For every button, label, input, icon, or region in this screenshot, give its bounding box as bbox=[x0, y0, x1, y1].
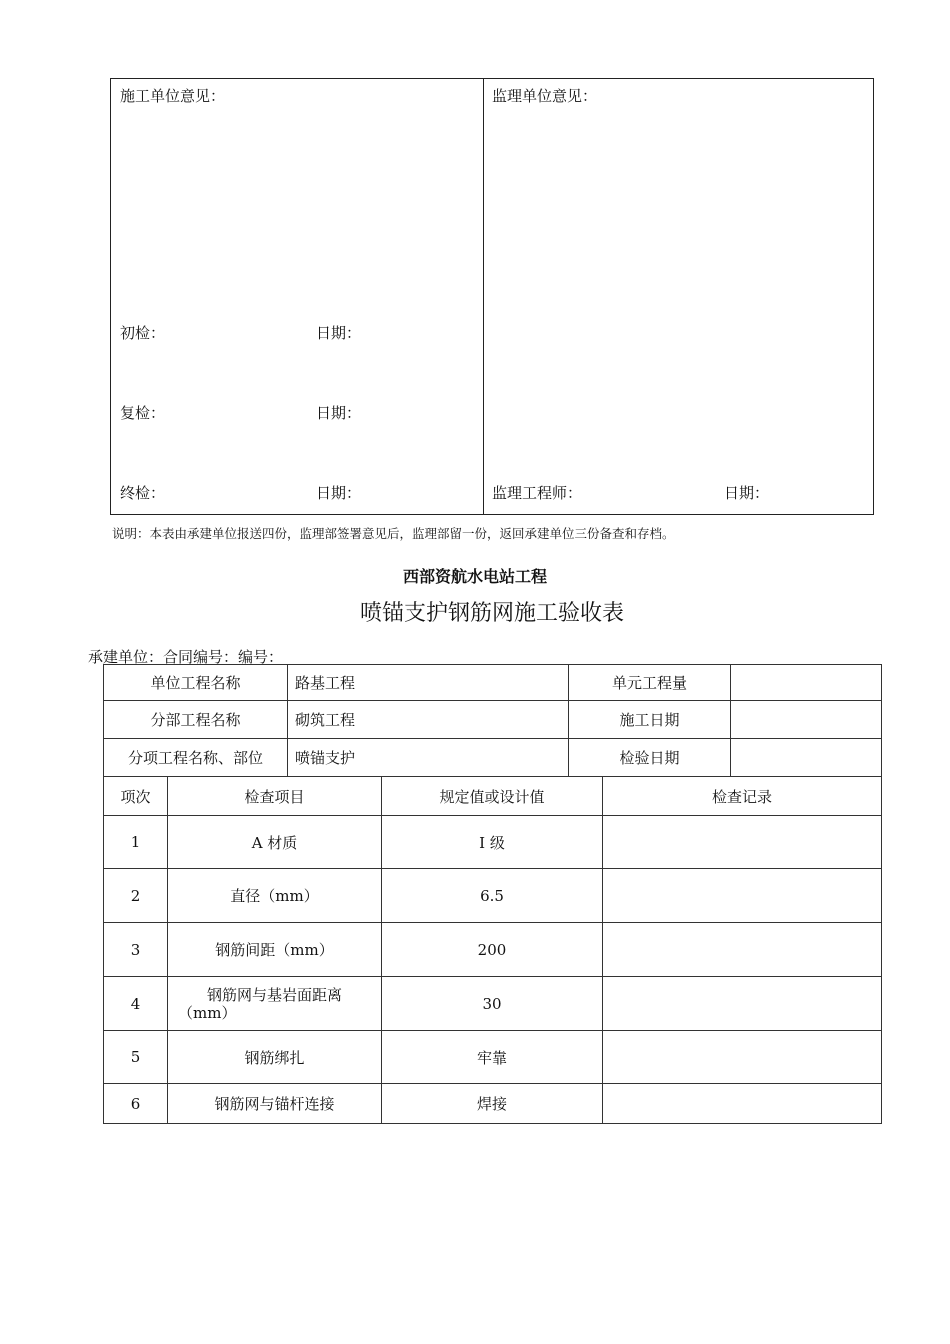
final-check-date-label: 日期： bbox=[316, 484, 362, 502]
supervision-opinion-label: 监理单位意见： bbox=[492, 87, 598, 105]
opinion-box bbox=[110, 78, 874, 515]
note-text: 说明：本表由承建单位报送四份，监理部签署意见后，监理部留一份，返回承建单位三份备查和存档。 bbox=[112, 526, 675, 541]
row-record bbox=[603, 977, 882, 1031]
row-no: 5 bbox=[104, 1031, 168, 1084]
initial-check-date-label: 日期： bbox=[316, 324, 362, 342]
sub-project-label: 分部工程名称 bbox=[104, 701, 288, 739]
row-record bbox=[603, 816, 882, 869]
table-row bbox=[104, 816, 882, 869]
row-no: 4 bbox=[104, 977, 168, 1031]
contract-line: 承建单位：合同编号：编号： bbox=[88, 648, 284, 666]
project-name: 西部资航水电站工程 bbox=[402, 567, 547, 586]
row-no: 3 bbox=[104, 923, 168, 977]
check-header-row bbox=[104, 777, 882, 816]
row-spec: 焊接 bbox=[382, 1084, 603, 1124]
info-row-sub bbox=[104, 701, 882, 739]
sub-project-value: 砌筑工程 bbox=[288, 701, 569, 739]
table-row bbox=[104, 869, 882, 923]
unit-quantity-value bbox=[731, 665, 882, 701]
construction-date-label: 施工日期 bbox=[569, 701, 731, 739]
row-spec: 200 bbox=[382, 923, 603, 977]
table-row bbox=[104, 977, 882, 1031]
row-no: 6 bbox=[104, 1084, 168, 1124]
supervisor-engineer-label: 监理工程师： bbox=[492, 484, 583, 502]
header-no: 项次 bbox=[104, 777, 168, 816]
row-item-line1: 钢筋网与基岩面距离 bbox=[206, 985, 342, 1004]
opinion-divider bbox=[483, 79, 484, 514]
row-spec: 6.5 bbox=[382, 869, 603, 923]
inspection-date-label: 检验日期 bbox=[569, 739, 731, 777]
inspection-date-value bbox=[731, 739, 882, 777]
item-label: 分项工程名称、部位 bbox=[104, 739, 288, 777]
unit-project-label: 单位工程名称 bbox=[104, 665, 288, 701]
header-record: 检查记录 bbox=[603, 777, 882, 816]
unit-quantity-label: 单元工程量 bbox=[569, 665, 731, 701]
item-value: 喷锚支护 bbox=[288, 739, 569, 777]
row-item-line2: （mm） bbox=[178, 1003, 237, 1022]
row-item: 直径（mm） bbox=[168, 869, 382, 923]
table-row bbox=[104, 1031, 882, 1084]
row-item: A 材质 bbox=[168, 816, 382, 869]
header-item: 检查项目 bbox=[168, 777, 382, 816]
row-spec: 牢靠 bbox=[382, 1031, 603, 1084]
table-row bbox=[104, 923, 882, 977]
check-table bbox=[103, 776, 882, 1124]
row-record bbox=[603, 1084, 882, 1124]
row-record bbox=[603, 1031, 882, 1084]
row-record bbox=[603, 869, 882, 923]
row-item bbox=[168, 977, 382, 1031]
header-spec: 规定值或设计值 bbox=[382, 777, 603, 816]
row-no: 1 bbox=[104, 816, 168, 869]
info-row-item bbox=[104, 739, 882, 777]
info-row-unit bbox=[104, 665, 882, 701]
table-row bbox=[104, 1084, 882, 1124]
row-no: 2 bbox=[104, 869, 168, 923]
form-title: 喷锚支护钢筋网施工验收表 bbox=[359, 601, 624, 626]
row-item: 钢筋绑扎 bbox=[168, 1031, 382, 1084]
construction-date-value bbox=[731, 701, 882, 739]
row-spec: 30 bbox=[382, 977, 603, 1031]
unit-project-value: 路基工程 bbox=[288, 665, 569, 701]
construction-opinion-label: 施工单位意见： bbox=[120, 87, 226, 105]
supervisor-date-label: 日期： bbox=[724, 484, 770, 502]
row-spec: I 级 bbox=[382, 816, 603, 869]
re-check-date-label: 日期： bbox=[316, 404, 362, 422]
initial-check-label: 初检： bbox=[120, 324, 166, 342]
row-item: 钢筋间距（mm） bbox=[168, 923, 382, 977]
re-check-label: 复检： bbox=[120, 404, 166, 422]
info-table bbox=[103, 664, 882, 777]
final-check-label: 终检： bbox=[120, 484, 166, 502]
row-record bbox=[603, 923, 882, 977]
row-item: 钢筋网与锚杆连接 bbox=[168, 1084, 382, 1124]
